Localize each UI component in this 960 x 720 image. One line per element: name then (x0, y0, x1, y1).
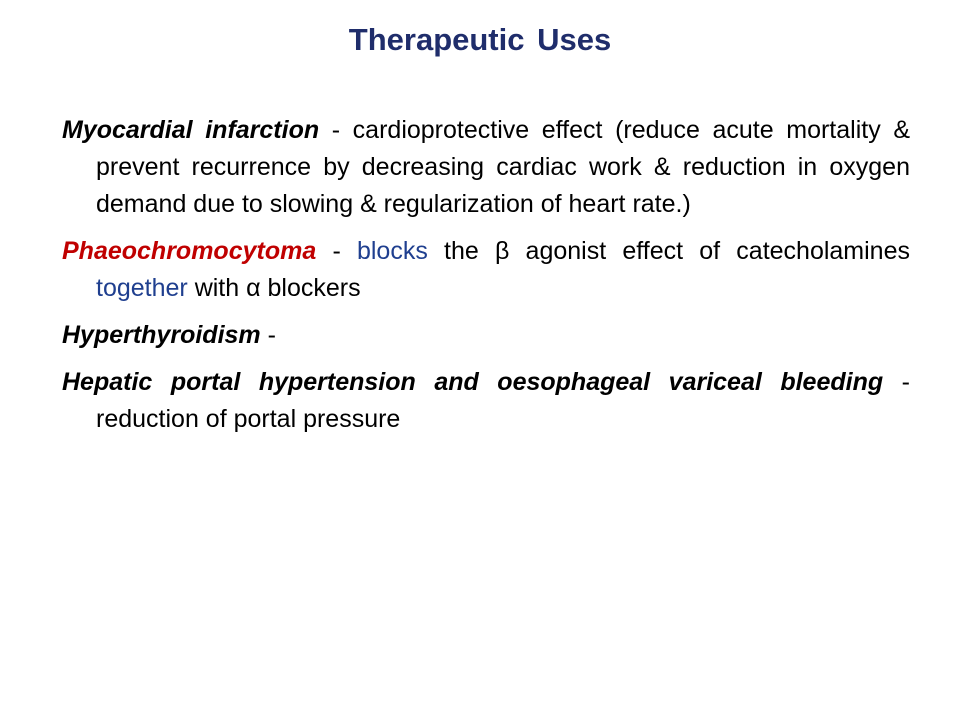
use-separator: - (316, 237, 357, 265)
use-description: the β agonist effect of catecholamines (427, 237, 910, 265)
use-term: Myocardial infarction (62, 116, 320, 144)
use-term-highlighted: Phaeochromocytoma (62, 237, 317, 265)
use-term: Hepatic portal hypertension and oesophageal variceal bleeding (62, 368, 884, 396)
use-item-myocardial-infarction (62, 112, 910, 223)
use-item-hyperthyroidism (62, 317, 910, 354)
use-item-portal-hypertension (62, 364, 910, 438)
use-term: Hyperthyroidism (62, 321, 261, 349)
use-description: - reduction of portal pressure (96, 368, 910, 433)
use-description: - (260, 321, 276, 349)
slide-body (62, 112, 910, 448)
use-item-phaeochromocytoma (62, 233, 910, 307)
use-description-highlight: together (96, 274, 188, 302)
use-description: - cardioprotective effect (reduce acute mortality & prevent recurrence by decreasing cardiac work & reduction in oxygen demand due to slowing & regularization of heart rate.) (96, 116, 910, 218)
use-description-highlight: blocks (356, 237, 428, 265)
use-description: with α blockers (187, 274, 361, 302)
slide-title: Therapeutic Uses (348, 22, 612, 57)
